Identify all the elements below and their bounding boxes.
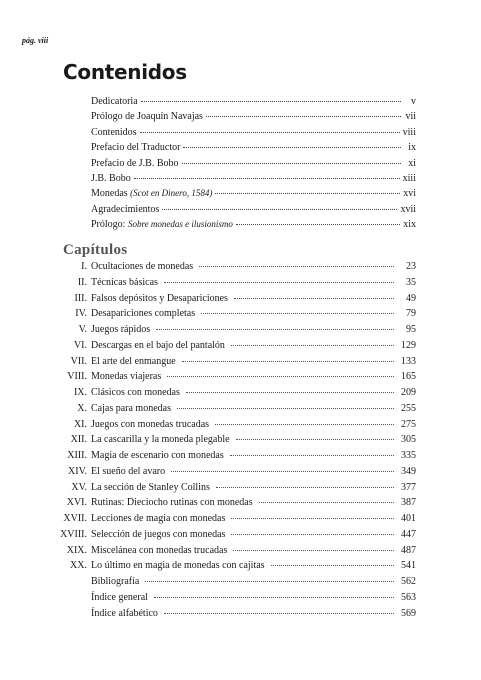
toc-entry-page: viii [402, 126, 416, 138]
toc-entry-title [91, 111, 203, 122]
toc-entry[interactable] [91, 219, 416, 234]
dot-leader [171, 471, 394, 472]
toc-entry[interactable] [91, 111, 416, 126]
dot-leader [271, 565, 394, 566]
toc-entry[interactable] [91, 158, 416, 173]
chapter-number: IV. [75, 308, 87, 320]
toc-entry-page: xix [403, 219, 416, 231]
chapter-title: Monedas viajeras [91, 371, 162, 383]
toc-entry-page: xiii [402, 172, 416, 184]
chapter-entry[interactable] [40, 371, 416, 387]
dot-leader [201, 313, 394, 314]
toc-entry-text: Monedas [91, 188, 131, 200]
chapter-page: 305 [401, 434, 416, 446]
chapter-title: Descargas en el bajo del pantalón [91, 339, 225, 351]
chapter-page: 563 [401, 591, 416, 603]
chapter-entry[interactable] [40, 403, 416, 419]
chapter-number: XVIII. [60, 528, 87, 540]
chapter-page: 209 [401, 387, 416, 398]
chapter-number: XV. [71, 481, 87, 493]
dot-leader [154, 597, 394, 598]
toc-entry-title [91, 158, 179, 169]
chapter-number: XIII. [67, 450, 87, 461]
dot-leader [199, 266, 394, 267]
chapter-title: Selección de juegos con monedas [91, 528, 226, 540]
dot-leader [177, 408, 394, 409]
dot-leader [182, 163, 402, 164]
chapter-entry[interactable] [40, 545, 416, 561]
dot-leader [236, 224, 400, 225]
toc-entry-text: Prefacio de J.B. Bobo [91, 157, 179, 169]
chapter-page: 165 [401, 371, 416, 383]
chapter-number: XVI. [66, 497, 87, 509]
dot-leader [215, 424, 394, 425]
chapter-title: Ocultaciones de monedas [91, 261, 194, 272]
dot-leader [134, 178, 400, 179]
chapter-title: Bibliografía [91, 576, 140, 587]
chapter-page: 569 [401, 607, 416, 619]
toc-entry-page: xvii [400, 203, 416, 215]
chapter-page: 377 [401, 481, 416, 493]
dot-leader [231, 534, 394, 535]
chapter-entry[interactable] [40, 419, 416, 435]
chapter-title: Rutinas: Dieciocho rutinas con monedas [91, 497, 253, 509]
chapter-title: Falsos depósitos y Desapariciones [91, 292, 228, 304]
chapter-title: Técnicas básicas [91, 276, 158, 288]
toc-entry-text: Agradecimientos [91, 203, 160, 215]
chapter-page: 129 [401, 339, 416, 351]
chapter-number: XX. [70, 560, 87, 572]
chapter-title: Lecciones de magia con monedas [91, 513, 226, 524]
dot-leader [233, 550, 394, 551]
chapter-title: El sueño del avaro [91, 465, 166, 477]
chapter-entry[interactable] [40, 324, 416, 340]
chapter-title: Lo último en magia de monedas con cajitas [91, 560, 265, 572]
toc-entry-text: Contenidos [91, 126, 137, 138]
toc-entry-text: J.B. Bobo [91, 172, 131, 184]
chapter-page: 447 [401, 528, 416, 540]
front-matter-list [91, 96, 416, 235]
toc-entry-text: Prólogo: [91, 219, 128, 231]
chapter-title: Cajas para monedas [91, 402, 171, 414]
dot-leader [215, 193, 400, 194]
toc-entry-title [91, 204, 159, 215]
toc-entry-title [91, 188, 212, 199]
toc-entry-page: vii [405, 111, 416, 123]
chapter-number: V. [78, 324, 87, 335]
toc-entry-page: xvi [403, 188, 416, 200]
dot-leader [186, 392, 394, 393]
toc-entry-text: Prefacio del Traductor [91, 142, 181, 154]
toc-entry-page: ix [408, 142, 416, 154]
dot-leader [145, 581, 394, 582]
dot-leader [156, 329, 394, 330]
chapter-page: 541 [401, 560, 416, 572]
chapter-number: VIII. [67, 371, 87, 383]
dot-leader [259, 502, 394, 503]
chapter-page: 49 [406, 292, 416, 304]
toc-entry-page: xi [408, 157, 416, 169]
toc-entry[interactable] [91, 188, 416, 203]
dot-leader [140, 132, 400, 133]
chapter-entry[interactable] [40, 608, 416, 624]
chapter-entry[interactable] [40, 592, 416, 608]
toc-entry-page: v [411, 96, 416, 107]
chapters-list [40, 261, 416, 623]
chapter-entry[interactable] [40, 497, 416, 513]
chapter-page: 79 [406, 308, 416, 320]
chapter-number: XI. [73, 418, 87, 430]
chapter-title: La cascarilla y la moneda plegable [91, 434, 230, 446]
toc-entry-title [91, 96, 138, 107]
chapter-page: 487 [401, 544, 416, 556]
dot-leader [206, 116, 401, 117]
chapter-entry[interactable] [40, 434, 416, 450]
dot-leader [236, 439, 394, 440]
dot-leader [167, 376, 394, 377]
chapter-entry[interactable] [40, 340, 416, 356]
chapter-number: VII. [70, 355, 87, 367]
dot-leader [230, 455, 394, 456]
chapter-number: I. [81, 261, 87, 272]
chapter-number: XVII. [63, 513, 87, 524]
toc-entry-title [91, 173, 131, 184]
chapter-entry[interactable] [40, 261, 416, 277]
chapter-page: 275 [401, 418, 416, 430]
dot-leader [164, 613, 394, 614]
toc-entry[interactable] [91, 96, 416, 111]
dot-leader [231, 518, 394, 519]
chapter-entry[interactable] [40, 466, 416, 482]
page-label: pág. viii [22, 36, 49, 45]
chapter-number: XIV. [68, 465, 87, 477]
chapter-title: La sección de Stanley Collins [91, 481, 210, 493]
chapter-number: XII. [70, 434, 87, 446]
chapter-number: VI. [73, 339, 87, 351]
chapter-entry[interactable] [40, 387, 416, 403]
toc-entry[interactable] [91, 142, 416, 157]
chapter-entry[interactable] [40, 293, 416, 309]
toc-entry[interactable] [91, 127, 416, 142]
chapter-number: XIX. [66, 544, 87, 556]
chapter-page: 133 [401, 355, 416, 367]
dot-leader [183, 147, 401, 148]
chapter-title: El arte del enmangue [91, 355, 176, 367]
chapter-title: Desapariciones completas [91, 308, 196, 320]
chapter-title: Miscelánea con monedas trucadas [91, 544, 228, 556]
dot-leader [216, 487, 394, 488]
dot-leader [182, 361, 394, 362]
chapter-title: Juegos con monedas trucadas [91, 418, 210, 430]
chapter-page: 349 [401, 465, 416, 477]
chapter-number: X. [77, 402, 87, 414]
chapters-heading: Capítulos [63, 242, 128, 258]
toc-entry-subtitle: Sobre monedas e ilusionismo [127, 219, 233, 230]
dot-leader [234, 298, 394, 299]
chapter-page: 387 [401, 497, 416, 509]
chapter-title: Clásicos con monedas [91, 387, 180, 398]
chapter-entry[interactable] [40, 450, 416, 466]
chapter-number: II. [77, 276, 87, 288]
chapter-entry[interactable] [40, 356, 416, 372]
chapter-title: Índice alfabético [91, 607, 158, 619]
chapter-entry[interactable] [40, 576, 416, 592]
chapter-entry[interactable] [40, 277, 416, 293]
chapter-page: 562 [401, 576, 416, 587]
toc-entry-text: Dedicatoria [91, 96, 138, 107]
chapter-entry[interactable] [40, 513, 416, 529]
chapter-number: IX. [73, 387, 87, 398]
chapter-page: 335 [401, 450, 416, 461]
chapter-entry[interactable] [40, 529, 416, 545]
chapter-title: Juegos rápidos [91, 324, 151, 335]
chapter-entry[interactable] [40, 482, 416, 498]
toc-entry-title [91, 142, 180, 153]
dot-leader [141, 101, 401, 102]
dot-leader [164, 282, 394, 283]
toc-entry-subtitle: (Scot en Dinero, 1584) [130, 188, 213, 199]
chapter-page: 35 [406, 276, 416, 288]
toc-entry[interactable] [91, 204, 416, 219]
chapter-title: Magia de escenario con monedas [91, 450, 224, 461]
chapter-page: 255 [401, 402, 416, 414]
toc-entry-title [91, 127, 137, 138]
toc-entry[interactable] [91, 173, 416, 188]
page-title: Contenidos [63, 60, 187, 84]
toc-entry-text: Prólogo de Joaquín Navajas [91, 111, 203, 123]
chapter-number: III. [74, 292, 87, 304]
toc-entry-title [91, 219, 233, 230]
dot-leader [231, 345, 394, 346]
chapter-entry[interactable] [40, 560, 416, 576]
chapter-title: Índice general [91, 591, 148, 603]
chapter-page: 401 [401, 513, 416, 524]
chapter-entry[interactable] [40, 308, 416, 324]
dot-leader [162, 209, 397, 210]
chapter-page: 95 [406, 324, 416, 335]
chapter-page: 23 [406, 261, 416, 272]
